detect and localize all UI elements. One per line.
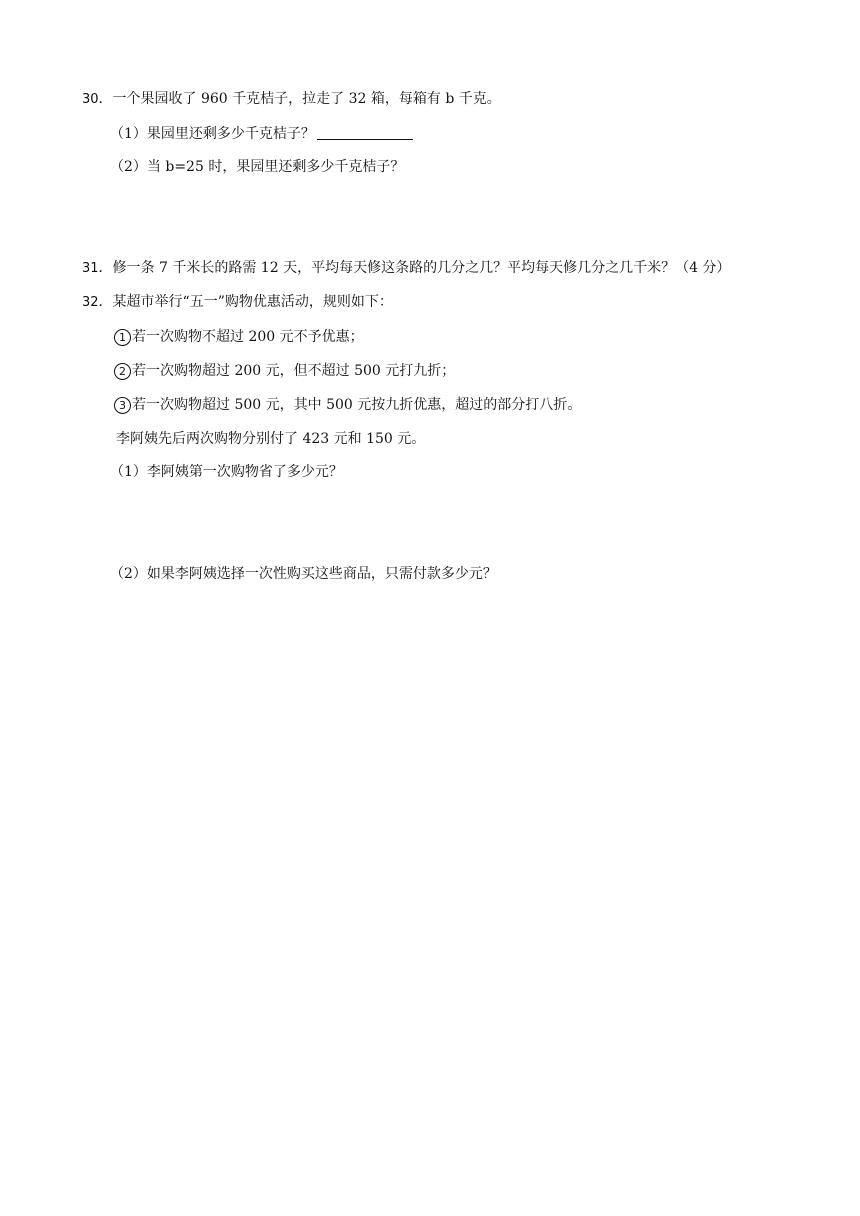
question-32-part-2 — [110, 564, 497, 584]
rule-item — [114, 395, 581, 415]
question-31: 31．修一条 7 千米长的路需 12 天，平均每天修这条路的几分之几？平均每天修几分之几千米？（4 分） — [82, 260, 731, 276]
rule-text: 若一次购物不超过 200 元不予优惠； — [132, 329, 364, 345]
question-stem: 一个果园收了 960 千克桔子，拉走了 32 箱，每箱有 b 千克。 — [112, 91, 501, 107]
question-number: 31 — [82, 261, 99, 276]
rule-text: 若一次购物超过 200 元，但不超过 500 元打九折； — [132, 363, 456, 379]
rule-text: 若一次购物超过 500 元，其中 500 元按九折优惠，超过的部分打八折。 — [132, 397, 582, 413]
question-30: 30．一个果园收了 960 千克桔子，拉走了 32 箱，每箱有 b 千克。 — [82, 91, 501, 107]
sub-question-text: （2）如果李阿姨选择一次性购买这些商品，只需付款多少元？ — [110, 566, 497, 582]
sub-question-text: （1）果园里还剩多少千克桔子？ — [110, 126, 315, 142]
sub-question-text: （1）李阿姨第一次购物省了多少元？ — [110, 464, 343, 480]
question-info: 李阿姨先后两次购物分别付了 423 元和 150 元。 — [116, 431, 426, 447]
question-stem: 某超市举行“五一”购物优惠活动，规则如下： — [112, 294, 393, 310]
sub-question-text: （2）当 b=25 时，果园里还剩多少千克桔子？ — [110, 159, 405, 175]
question-number: 32 — [82, 295, 99, 310]
answer-blank[interactable] — [317, 125, 413, 140]
circled-number-marker: 2 — [114, 363, 131, 380]
question-30-part-1 — [110, 124, 413, 144]
circled-number-marker: 1 — [114, 329, 131, 346]
question-32: 32．某超市举行“五一”购物优惠活动，规则如下： — [82, 294, 393, 310]
question-stem: 修一条 7 千米长的路需 12 天，平均每天修这条路的几分之几？平均每天修几分之几千米？（4 分） — [112, 260, 731, 276]
question-32-part-1 — [110, 462, 343, 482]
question-number: 30 — [82, 92, 99, 107]
rule-item — [114, 327, 364, 347]
question-30-part-2 — [110, 157, 404, 177]
circled-number-marker: 3 — [114, 397, 131, 414]
rule-item — [114, 361, 455, 381]
